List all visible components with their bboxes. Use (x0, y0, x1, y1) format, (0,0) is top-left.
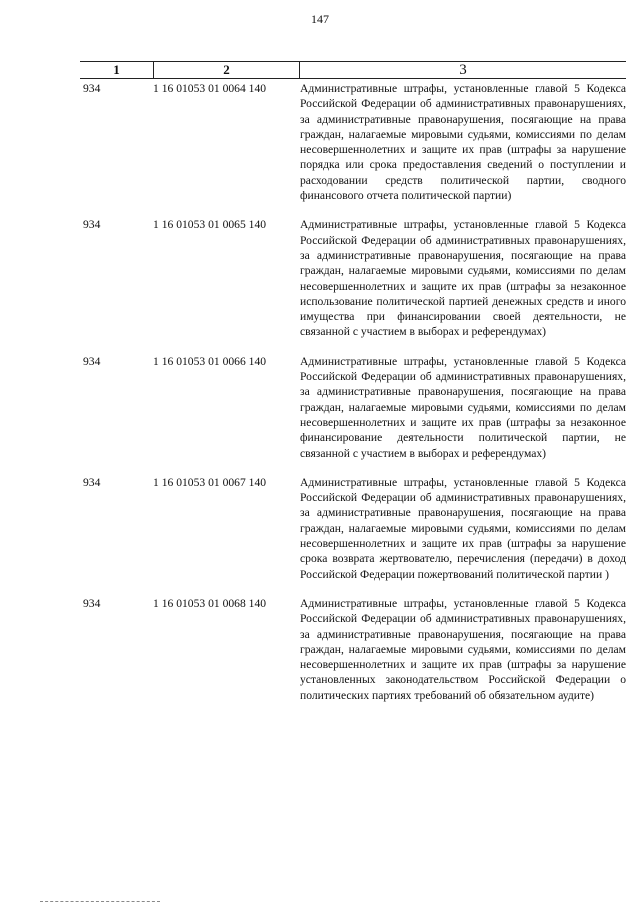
admin-code-cell: 934 (83, 82, 101, 95)
kbk-code-cell: 1 16 01053 01 0066 140 (153, 354, 267, 368)
admin-code-cell: 934 (83, 218, 101, 232)
admin-code-cell: 934 (83, 354, 101, 368)
column-header-2: 2 (154, 62, 300, 78)
column-header-3: 3 (459, 62, 467, 78)
admin-code-cell: 934 (83, 475, 101, 489)
description-cell: Административные штрафы, установленные главой 5 Кодекса Российской Федерации об административных правонарушениях, за административные правонарушения, посягающие на права граждан, налагаемые мировыми судьями, комиссиями по делам несовершеннолетних и защите их прав (штрафы за нарушение установленных законодательством Российской Федерации о политических партиях требований об обязательном аудите) (300, 596, 626, 702)
table-header (80, 61, 626, 79)
description-cell: Административные штрафы, установленные главой 5 Кодекса Российской Федерации об административных правонарушениях, за административные правонарушения, посягающие на права граждан, налагаемые мировыми судьями, комиссиями по делам несовершеннолетних и защите их прав (штрафы за нарушение срока возврата жертвователю, перечисления (передачи) в доход Российской Федерации пожертвований политической партии ) (300, 475, 626, 581)
kbk-code-cell: 1 16 01053 01 0068 140 (153, 596, 267, 610)
description-cell: Административные штрафы, установленные главой 5 Кодекса Российской Федерации об административных правонарушениях, за административные правонарушения, посягающие на права граждан, налагаемые мировыми судьями, комиссиями по делам несовершеннолетних и защите их прав (штрафы за незаконное использование политической партией денежных средств и иного имущества при финансировании своей деятельности, не связанной с участием в выборах и референдумах) (300, 218, 626, 339)
table-row (80, 475, 626, 582)
kbk-code-cell: 1 16 01053 01 0065 140 (153, 218, 267, 232)
table-row (80, 81, 626, 203)
page-number: 147 (311, 12, 329, 26)
description-cell: Административные штрафы, установленные главой 5 Кодекса Российской Федерации об административных правонарушениях, за административные правонарушения, посягающие на права граждан, налагаемые мировыми судьями, комиссиями по делам несовершеннолетних и защите их прав (штрафы за нарушение порядка или срока предоставления сведений о поступлении и расходовании средств политической партии, сводного финансового отчета политической партии) (300, 82, 626, 203)
description-cell: Административные штрафы, установленные главой 5 Кодекса Российской Федерации об административных правонарушениях, за административные правонарушения, посягающие на права граждан, налагаемые мировыми судьями, комиссиями по делам несовершеннолетних и защите их прав (штрафы за незаконное финансирование деятельности политической партии, не связанной с участием в выборах и референдумах) (300, 354, 626, 460)
kbk-code-cell: 1 16 01053 01 0064 140 (153, 82, 267, 95)
scan-artifact-line (40, 901, 160, 903)
table-row (80, 596, 626, 703)
budget-code-table (80, 61, 626, 703)
column-header-1: 1 (80, 62, 154, 78)
admin-code-cell: 934 (83, 596, 101, 610)
table-row (80, 354, 626, 461)
kbk-code-cell: 1 16 01053 01 0067 140 (153, 475, 267, 489)
table-row (80, 217, 626, 339)
